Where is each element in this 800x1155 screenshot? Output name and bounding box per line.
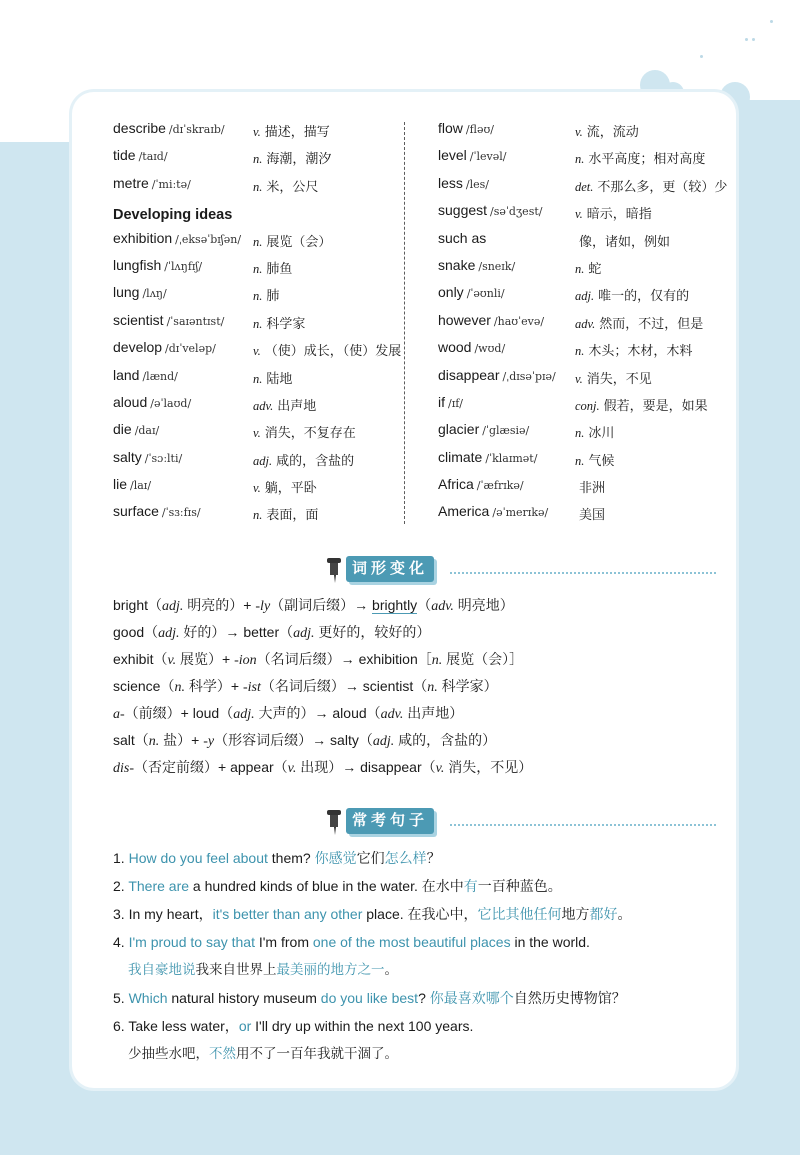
text-span: one of the most beautiful places bbox=[312, 934, 511, 950]
text-span: n. bbox=[427, 680, 438, 695]
vocab-meaning: 科学家 bbox=[266, 315, 306, 331]
vocab-word: lung bbox=[113, 284, 140, 301]
vocab-pos: n. bbox=[575, 453, 585, 468]
vocab-row bbox=[438, 445, 728, 472]
vocab-phonetic: /ˈlevəl/ bbox=[469, 150, 507, 164]
vocab-phonetic: /ˈəʊnli/ bbox=[466, 287, 505, 301]
vocab-row bbox=[438, 363, 728, 390]
vocab-word: less bbox=[438, 174, 463, 191]
text-span: -ly bbox=[255, 599, 271, 614]
vocab-phonetic: /wʊd/ bbox=[474, 342, 506, 356]
vocab-word: disappear bbox=[438, 366, 500, 383]
vocab-meaning: 消失，不复存在 bbox=[264, 425, 356, 441]
vocab-row bbox=[113, 335, 402, 362]
text-span: good（ bbox=[113, 624, 159, 640]
vocab-pos: n. bbox=[253, 316, 263, 331]
vocab-pos: n. bbox=[575, 344, 585, 359]
vocab-phonetic: /lænd/ bbox=[142, 369, 178, 383]
text-span: 消失，不见） bbox=[444, 759, 533, 775]
vocab-meaning: 水平高度；相对高度 bbox=[588, 151, 706, 167]
text-span: place. 在我心中， bbox=[362, 906, 478, 922]
vocab-phonetic: /ˈlʌŋfɪʃ/ bbox=[164, 259, 203, 273]
text-span: natural history museum bbox=[167, 990, 321, 1006]
decor-dot bbox=[700, 55, 703, 58]
vocab-pos: adj. bbox=[253, 453, 273, 468]
vocab-row bbox=[438, 198, 728, 225]
pushpin-icon bbox=[324, 806, 346, 836]
vocab-row bbox=[113, 363, 398, 390]
vocab-meaning: 美国 bbox=[579, 507, 606, 523]
vocab-meaning: 流，流动 bbox=[586, 124, 639, 139]
text-span: 出现）→ disappear（ bbox=[296, 759, 436, 775]
vocab-meaning: 海潮，潮汐 bbox=[266, 151, 332, 167]
vocab-pos: v. bbox=[253, 481, 261, 496]
text-span: v. bbox=[287, 761, 297, 776]
vocab-row bbox=[438, 143, 728, 170]
vocab-word: climate bbox=[438, 448, 483, 465]
text-span: 科学）+ bbox=[184, 678, 243, 694]
text-span: brightly bbox=[372, 597, 418, 613]
vocab-meaning: 暗示，暗指 bbox=[586, 206, 652, 222]
vocab-meaning: 米，公尺 bbox=[266, 178, 319, 194]
vocab-word: tide bbox=[113, 147, 136, 164]
text-span: （名词后缀）→ scientist（ bbox=[260, 678, 428, 694]
vocab-pos: v. bbox=[253, 125, 261, 139]
word-form-row bbox=[113, 646, 532, 673]
vocab-word: land bbox=[113, 366, 140, 383]
vocab-pos: v. bbox=[575, 207, 583, 222]
vocab-word: surface bbox=[113, 503, 159, 520]
vocab-word: glacier bbox=[438, 421, 480, 438]
text-span: 明亮的）+ bbox=[183, 597, 256, 613]
vocab-right-column bbox=[438, 116, 728, 527]
text-span: -ist bbox=[242, 680, 261, 695]
vocab-pos: n. bbox=[253, 152, 263, 167]
text-span: 有 bbox=[463, 878, 478, 894]
text-span: 自然历史博物馆？ bbox=[513, 990, 626, 1006]
text-span: I'm from bbox=[254, 934, 313, 950]
sentence-row bbox=[113, 984, 632, 1012]
vocab-row bbox=[438, 499, 728, 526]
vocab-word: scientist bbox=[113, 311, 164, 328]
text-span: 好的）→ better（ bbox=[179, 624, 294, 640]
sentence-row bbox=[113, 872, 632, 900]
vocab-word: level bbox=[438, 147, 467, 164]
word-form-row bbox=[113, 727, 532, 754]
vocab-word: if bbox=[438, 393, 445, 410]
text-span: 4. bbox=[113, 934, 125, 950]
vocab-word: salty bbox=[113, 448, 142, 465]
vocab-phonetic: /ˈmiːtə/ bbox=[151, 177, 191, 191]
vocab-row bbox=[438, 472, 728, 499]
text-span: science（ bbox=[113, 678, 175, 694]
text-span: 它们 bbox=[356, 850, 385, 866]
vocab-meaning: 肺 bbox=[266, 288, 280, 304]
vocab-row bbox=[113, 308, 398, 335]
vocab-pos: det. bbox=[575, 179, 594, 194]
section-title: 常考句子 bbox=[346, 808, 434, 834]
vocab-meaning: 展览（会） bbox=[266, 233, 332, 249]
text-span: （前缀）+ loud（ bbox=[124, 705, 234, 721]
vocab-phonetic: /lʌŋ/ bbox=[142, 287, 167, 301]
text-span: ? bbox=[418, 990, 430, 1006]
sentence-translation bbox=[113, 1040, 632, 1068]
vocab-meaning: 肺鱼 bbox=[266, 260, 293, 276]
vocab-phonetic: /ˈsɜːfɪs/ bbox=[161, 506, 201, 520]
text-span: 用不了一百年我就干涸了。 bbox=[236, 1046, 398, 1061]
vocab-phonetic: /daɪ/ bbox=[134, 424, 160, 438]
text-span: 最美丽的地方之一 bbox=[276, 962, 385, 977]
vocab-pos: n. bbox=[253, 371, 263, 386]
decor-dot bbox=[770, 20, 773, 23]
text-span: dis- bbox=[113, 761, 134, 776]
text-span: （形容词后缀）→ salty（ bbox=[214, 732, 373, 748]
sentences-list bbox=[113, 844, 632, 1068]
vocab-meaning: 不那么多，更（较）少 bbox=[597, 178, 728, 194]
vocab-word: exhibition bbox=[113, 229, 173, 246]
vocab-row bbox=[438, 390, 728, 417]
text-span: adj. bbox=[293, 626, 315, 641]
word-form-row bbox=[113, 700, 532, 727]
vocab-meaning: 像，诸如，例如 bbox=[579, 233, 671, 249]
vocab-meaning: 唯一的，仅有的 bbox=[598, 288, 690, 304]
dotted-rule bbox=[450, 824, 716, 826]
vocab-word: lungfish bbox=[113, 256, 162, 273]
text-span: （名词后缀）→ exhibition［ bbox=[256, 651, 432, 667]
vocab-row bbox=[113, 116, 398, 143]
text-span: 5. bbox=[113, 990, 125, 1006]
sentence-row bbox=[113, 1012, 632, 1040]
vocab-row bbox=[113, 417, 398, 444]
vocab-pos: n. bbox=[253, 234, 263, 249]
text-span: 少抽些水吧， bbox=[128, 1046, 209, 1061]
vocab-row bbox=[438, 335, 728, 362]
vocab-meaning: 出声地 bbox=[277, 397, 317, 413]
text-span: it's better than any other bbox=[212, 906, 363, 922]
vocab-meaning: 蛇 bbox=[588, 260, 602, 276]
vocab-pos: n. bbox=[575, 261, 585, 276]
word-form-row bbox=[113, 673, 532, 700]
vocab-phonetic: /ɪf/ bbox=[448, 396, 464, 410]
sentence-row bbox=[113, 928, 632, 956]
vocab-meaning: 咸的，含盐的 bbox=[276, 452, 355, 468]
vocab-phonetic: /ˈæfrɪkə/ bbox=[476, 479, 524, 493]
vocab-row bbox=[113, 143, 398, 170]
vocab-phonetic: /dɪˈveləp/ bbox=[165, 342, 216, 356]
text-span: exhibit（ bbox=[113, 651, 168, 667]
text-span: 。 bbox=[384, 962, 398, 977]
vocab-phonetic: /ˈsaɪəntɪst/ bbox=[166, 314, 225, 328]
word-form-row bbox=[113, 619, 532, 646]
vocab-word: metre bbox=[113, 174, 149, 191]
text-span: n. bbox=[174, 680, 185, 695]
vocab-row bbox=[438, 226, 728, 253]
vocab-row bbox=[113, 472, 398, 499]
sentence-row bbox=[113, 844, 632, 872]
vocab-word: suggest bbox=[438, 202, 488, 219]
text-span: I'm proud to say that bbox=[128, 934, 255, 950]
vocab-phonetic: /ˈklaɪmət/ bbox=[485, 451, 538, 465]
word-form-row bbox=[113, 754, 532, 781]
text-span: 6. bbox=[113, 1018, 125, 1034]
vocab-meaning: 冰川 bbox=[588, 425, 615, 441]
vocab-meaning: 非洲 bbox=[579, 480, 606, 496]
text-span: 出声地） bbox=[403, 705, 464, 721]
vocab-subheading: Developing ideas bbox=[113, 207, 233, 224]
text-span: 展览（会）］ bbox=[442, 651, 524, 667]
text-span: Take less water， bbox=[128, 1018, 239, 1034]
vocab-row bbox=[113, 390, 398, 417]
section-header-sentences bbox=[300, 806, 720, 846]
text-span: v. bbox=[167, 653, 177, 668]
text-span: -y bbox=[203, 734, 215, 749]
section-header-word-forms bbox=[300, 554, 720, 594]
vocab-meaning: 躺，平卧 bbox=[264, 480, 317, 496]
vocab-word: snake bbox=[438, 256, 476, 273]
vocab-row bbox=[113, 499, 398, 526]
text-span: 咸的，含盐的） bbox=[394, 732, 497, 748]
text-span: or bbox=[238, 1018, 252, 1034]
text-span: 明亮地） bbox=[453, 597, 514, 613]
text-span: a- bbox=[113, 707, 125, 722]
vocab-pos: adj. bbox=[575, 289, 595, 304]
sentence-translation bbox=[113, 956, 632, 984]
vocab-pos: adv. bbox=[253, 398, 274, 413]
text-span: 它比其他任何 bbox=[477, 906, 562, 922]
vocab-row bbox=[113, 171, 398, 198]
text-span: adj. bbox=[162, 599, 184, 614]
vocab-meaning: （使）成长，（使）发展 bbox=[264, 343, 402, 359]
text-span: 我自豪地说 bbox=[128, 962, 196, 977]
text-span: adj. bbox=[158, 626, 180, 641]
vocab-phonetic: /les/ bbox=[465, 177, 489, 191]
text-span: 大声的）→ aloud（ bbox=[254, 705, 381, 721]
text-span: do you like best bbox=[320, 990, 419, 1006]
vocab-meaning: 假若，要是，如果 bbox=[603, 397, 708, 413]
vocab-meaning: 木头；木材，木料 bbox=[588, 343, 693, 359]
text-span: adv. bbox=[431, 599, 454, 614]
vocab-pos: v. bbox=[253, 344, 261, 359]
text-span: 3. bbox=[113, 906, 125, 922]
text-span: （副词后缀）→ bbox=[270, 597, 373, 613]
vocab-pos: n. bbox=[575, 426, 585, 441]
text-span: adv. bbox=[380, 707, 404, 722]
text-span: a hundred kinds of blue in the water. 在水中 bbox=[189, 878, 464, 894]
vocab-phonetic: /ˌeksəˈbɪʃən/ bbox=[175, 232, 242, 246]
text-span: adj. bbox=[372, 734, 395, 749]
vocab-word: only bbox=[438, 284, 464, 301]
word-form-row bbox=[113, 592, 532, 619]
text-span: 展览）+ bbox=[176, 651, 235, 667]
text-span: in the world. bbox=[510, 934, 590, 950]
vocab-word: lie bbox=[113, 476, 128, 493]
vocab-word: however bbox=[438, 311, 491, 328]
vocab-word: wood bbox=[438, 339, 472, 356]
vocab-phonetic: /dɪˈskraɪb/ bbox=[168, 123, 225, 136]
text-span: 2. bbox=[113, 878, 125, 894]
vocab-row bbox=[438, 280, 728, 307]
vocab-row bbox=[438, 116, 728, 143]
text-span: 不然 bbox=[209, 1046, 236, 1061]
decor-dot bbox=[752, 38, 755, 41]
vocab-row bbox=[113, 253, 398, 280]
text-span: adj. bbox=[233, 707, 255, 722]
vocab-meaning: 陆地 bbox=[266, 370, 293, 386]
dotted-rule bbox=[450, 572, 716, 574]
vocab-phonetic: /laɪ/ bbox=[130, 479, 152, 493]
text-span: I'll dry up within the next 100 years. bbox=[251, 1018, 474, 1034]
text-span: 1. bbox=[113, 850, 125, 866]
vocab-meaning: 气候 bbox=[588, 452, 615, 468]
vocab-phonetic: /ˈglæsiə/ bbox=[482, 424, 530, 438]
pushpin-icon bbox=[324, 554, 346, 584]
vocab-row bbox=[113, 226, 398, 253]
vocab-pos: n. bbox=[253, 261, 263, 276]
text-span: In my heart， bbox=[128, 906, 213, 922]
vocab-word: such as bbox=[438, 229, 487, 246]
text-span: （ bbox=[417, 597, 432, 613]
column-divider bbox=[404, 122, 405, 524]
text-span: them? bbox=[267, 850, 315, 866]
vocab-row bbox=[113, 280, 398, 307]
vocab-meaning: 然而，不过，但是 bbox=[599, 315, 704, 331]
text-span: 。 bbox=[617, 906, 632, 922]
text-span: 科学家） bbox=[437, 678, 498, 694]
text-span: 你感觉 bbox=[314, 850, 357, 866]
vocab-phonetic: /səˈdʒest/ bbox=[490, 205, 543, 219]
vocab-row bbox=[438, 308, 728, 335]
vocab-word: America bbox=[438, 503, 490, 520]
text-span: 一百种蓝色。 bbox=[477, 878, 562, 894]
vocab-word: develop bbox=[113, 339, 163, 356]
text-span: salt（ bbox=[113, 732, 149, 748]
vocab-word: Africa bbox=[438, 476, 474, 493]
vocab-phonetic: /əˈlaʊd/ bbox=[150, 396, 192, 410]
text-span: 盐）+ bbox=[159, 732, 204, 748]
text-span: 我来自世界上 bbox=[195, 962, 277, 977]
vocab-pos: n. bbox=[253, 508, 263, 523]
text-span: There are bbox=[128, 878, 190, 894]
text-span: v. bbox=[435, 761, 445, 776]
vocab-row bbox=[438, 417, 728, 444]
vocab-phonetic: /ˈsɔːlti/ bbox=[144, 451, 183, 465]
vocab-phonetic: /sneɪk/ bbox=[478, 259, 516, 273]
text-span: n. bbox=[431, 653, 443, 668]
vocab-word: aloud bbox=[113, 393, 148, 410]
vocab-left-column bbox=[113, 116, 402, 527]
text-span: How do you feel about bbox=[128, 850, 268, 866]
vocab-row bbox=[438, 171, 728, 198]
vocab-pos: n. bbox=[253, 179, 263, 194]
vocab-pos: v. bbox=[575, 371, 583, 386]
text-span: 地方 bbox=[561, 906, 590, 922]
text-span: ？ bbox=[426, 850, 441, 866]
vocab-phonetic: /əˈmerɪkə/ bbox=[492, 506, 549, 520]
vocab-phonetic: /taɪd/ bbox=[138, 150, 168, 164]
vocab-word: describe bbox=[113, 120, 166, 136]
section-title: 词形变化 bbox=[346, 556, 434, 582]
vocab-pos: v. bbox=[253, 426, 261, 441]
vocab-phonetic: /ˌdɪsəˈpɪə/ bbox=[502, 369, 556, 383]
text-span: 更好的，较好的） bbox=[314, 624, 431, 640]
vocab-meaning: 表面，面 bbox=[266, 507, 319, 523]
vocab-word: flow bbox=[438, 120, 463, 136]
text-span: n. bbox=[148, 734, 160, 749]
vocab-meaning: 描述，描写 bbox=[264, 124, 330, 139]
vocab-phonetic: /fləʊ/ bbox=[465, 123, 494, 136]
vocab-pos: v. bbox=[575, 125, 583, 139]
word-forms-list bbox=[113, 592, 532, 781]
vocab-phonetic: /haʊˈevə/ bbox=[493, 314, 545, 328]
vocab-pos: adv. bbox=[575, 316, 596, 331]
vocab-row bbox=[113, 445, 398, 472]
text-span: -ion bbox=[234, 653, 257, 668]
vocab-meaning: 消失，不见 bbox=[586, 370, 652, 386]
text-span: bright（ bbox=[113, 597, 163, 613]
text-span: Which bbox=[128, 990, 168, 1006]
vocab-word: die bbox=[113, 421, 132, 438]
text-span: 都好 bbox=[589, 906, 618, 922]
vocab-pos: n. bbox=[575, 152, 585, 167]
vocab-pos: conj. bbox=[575, 398, 600, 413]
vocab-pos: n. bbox=[253, 289, 263, 304]
sentence-row bbox=[113, 900, 632, 928]
vocab-row bbox=[438, 253, 728, 280]
text-span: （否定前缀）+ appear（ bbox=[134, 759, 288, 775]
decor-dot bbox=[745, 38, 748, 41]
text-span: 怎么样 bbox=[384, 850, 427, 866]
text-span: 你最喜欢哪个 bbox=[429, 990, 514, 1006]
